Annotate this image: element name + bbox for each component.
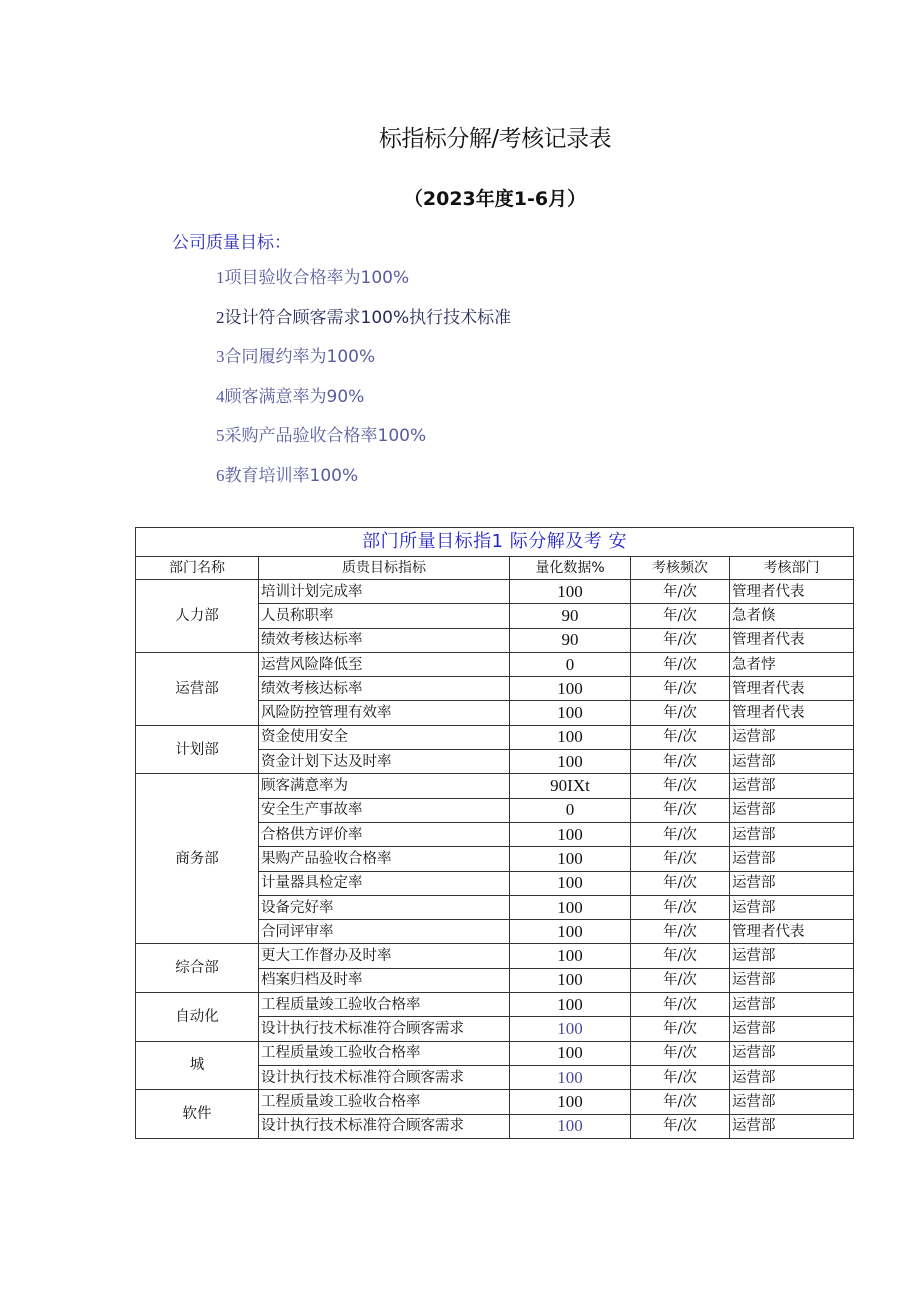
value-cell: 100 [510, 993, 631, 1017]
frequency-cell: 年/次 [631, 750, 730, 774]
org-cell: 管理者代表 [730, 628, 854, 652]
frequency-cell: 年/次 [631, 920, 730, 944]
org-cell: 急者倏 [730, 604, 854, 628]
frequency-cell: 年/次 [631, 604, 730, 628]
goal-item: 3合同履约率为100% [216, 347, 376, 368]
org-cell: 运营部 [730, 822, 854, 846]
department-cell: 软件 [136, 1090, 259, 1139]
org-cell: 运营部 [730, 774, 854, 798]
org-cell: 运营部 [730, 1114, 854, 1138]
header-dept: 部门名称 [136, 557, 259, 580]
org-cell: 运营部 [730, 847, 854, 871]
org-cell: 运营部 [730, 1090, 854, 1114]
document-title: 标指标分解/考核记录表 [378, 126, 612, 152]
value-cell: 100 [510, 822, 631, 846]
value-cell: 0 [510, 798, 631, 822]
indicator-cell: 资金计划下达及时率 [259, 750, 510, 774]
indicator-cell: 顾客满意率为 [259, 774, 510, 798]
frequency-cell: 年/次 [631, 968, 730, 992]
indicator-cell: 绩效考核达标率 [259, 677, 510, 701]
indicator-cell: 人员称职率 [259, 604, 510, 628]
org-cell: 运营部 [730, 968, 854, 992]
frequency-cell: 年/次 [631, 677, 730, 701]
goal-item: 5采购产品验收合格率100% [216, 426, 427, 447]
department-cell: 商务部 [136, 774, 259, 944]
indicator-cell: 风险防控管理有效率 [259, 701, 510, 725]
frequency-cell: 年/次 [631, 944, 730, 968]
org-cell: 运营部 [730, 1041, 854, 1065]
value-cell: 100 [510, 944, 631, 968]
goal-item: 4顾客满意率为90% [216, 386, 365, 407]
value-cell: 100 [510, 725, 631, 749]
table-row [136, 580, 854, 604]
indicator-cell: 果购产品验收合格率 [259, 847, 510, 871]
value-cell: 100 [510, 847, 631, 871]
frequency-cell: 年/次 [631, 1114, 730, 1138]
org-cell: 急者悖 [730, 652, 854, 676]
goal-item: 6教育培训率100% [216, 465, 359, 486]
indicator-cell: 安全生产事故率 [259, 798, 510, 822]
frequency-cell: 年/次 [631, 822, 730, 846]
value-cell: 100 [510, 580, 631, 604]
frequency-cell: 年/次 [631, 993, 730, 1017]
frequency-cell: 年/次 [631, 847, 730, 871]
frequency-cell: 年/次 [631, 725, 730, 749]
indicator-cell: 计量器具检定率 [259, 871, 510, 895]
value-cell: 100 [510, 1090, 631, 1114]
frequency-cell: 年/次 [631, 774, 730, 798]
value-cell: 100 [510, 895, 631, 919]
value-cell: 100 [510, 677, 631, 701]
value-cell: 0 [510, 652, 631, 676]
value-cell: 90 [510, 628, 631, 652]
org-cell: 管理者代表 [730, 580, 854, 604]
org-cell: 运营部 [730, 725, 854, 749]
indicator-cell: 绩效考核达标率 [259, 628, 510, 652]
header-value: 量化数据% [510, 557, 631, 580]
frequency-cell: 年/次 [631, 1017, 730, 1041]
header-org: 考核部门 [730, 557, 854, 580]
table-row [136, 725, 854, 749]
table-row [136, 652, 854, 676]
org-cell: 管理者代表 [730, 677, 854, 701]
department-cell: 城 [136, 1041, 259, 1090]
indicator-cell: 设计执行技术标准符合顾客需求 [259, 1017, 510, 1041]
table-header-row [136, 557, 854, 580]
department-cell: 计划部 [136, 725, 259, 774]
indicator-cell: 培训计划完成率 [259, 580, 510, 604]
frequency-cell: 年/次 [631, 1041, 730, 1065]
org-cell: 运营部 [730, 993, 854, 1017]
indicator-cell: 工程质量竣工验收合格率 [259, 1041, 510, 1065]
department-cell: 运营部 [136, 652, 259, 725]
value-cell: 100 [510, 750, 631, 774]
frequency-cell: 年/次 [631, 871, 730, 895]
table-row [136, 1041, 854, 1065]
indicator-cell: 资金使用安全 [259, 725, 510, 749]
table-row [136, 993, 854, 1017]
value-cell: 90 [510, 604, 631, 628]
department-cell: 综合部 [136, 944, 259, 993]
value-cell: 100 [510, 1065, 631, 1089]
table-row [136, 944, 854, 968]
value-cell: 100 [510, 1041, 631, 1065]
value-cell: 100 [510, 871, 631, 895]
org-cell: 管理者代表 [730, 920, 854, 944]
org-cell: 运营部 [730, 895, 854, 919]
header-indicator: 质贵目标指标 [259, 557, 510, 580]
indicator-cell: 设计执行技术标准符合顾客需求 [259, 1065, 510, 1089]
value-cell: 100 [510, 1017, 631, 1041]
indicator-cell: 设计执行技术标准符合顾客需求 [259, 1114, 510, 1138]
frequency-cell: 年/次 [631, 628, 730, 652]
indicator-cell: 合格供方评价率 [259, 822, 510, 846]
indicator-table [135, 527, 854, 1139]
goals-heading: 公司质量目标： [172, 233, 291, 253]
department-cell: 人力部 [136, 580, 259, 653]
value-cell: 100 [510, 920, 631, 944]
org-cell: 运营部 [730, 750, 854, 774]
value-cell: 100 [510, 968, 631, 992]
value-cell: 90IXt [510, 774, 631, 798]
table-banner: 部门所量目标指1 际分解及考 安 [136, 528, 854, 557]
indicator-cell: 档案归档及时率 [259, 968, 510, 992]
org-cell: 运营部 [730, 798, 854, 822]
indicator-cell: 运营风险降低至 [259, 652, 510, 676]
frequency-cell: 年/次 [631, 701, 730, 725]
goal-item: 2设计符合顾客需求100%执行技术标准 [216, 307, 512, 328]
value-cell: 100 [510, 1114, 631, 1138]
frequency-cell: 年/次 [631, 1090, 730, 1114]
value-cell: 100 [510, 701, 631, 725]
indicator-cell: 设备完好率 [259, 895, 510, 919]
indicator-cell: 工程质量竣工验收合格率 [259, 993, 510, 1017]
org-cell: 管理者代表 [730, 701, 854, 725]
frequency-cell: 年/次 [631, 580, 730, 604]
org-cell: 运营部 [730, 1017, 854, 1041]
department-cell: 自动化 [136, 993, 259, 1042]
table-row [136, 774, 854, 798]
frequency-cell: 年/次 [631, 652, 730, 676]
goal-list [216, 264, 511, 502]
org-cell: 运营部 [730, 944, 854, 968]
org-cell: 运营部 [730, 871, 854, 895]
indicator-cell: 合同评审率 [259, 920, 510, 944]
frequency-cell: 年/次 [631, 895, 730, 919]
org-cell: 运营部 [730, 1065, 854, 1089]
header-frequency: 考核频次 [631, 557, 730, 580]
frequency-cell: 年/次 [631, 1065, 730, 1089]
table-row [136, 1090, 854, 1114]
indicator-cell: 工程质量竣工验收合格率 [259, 1090, 510, 1114]
table-banner-row [136, 528, 854, 557]
indicator-cell: 更大工作督办及时率 [259, 944, 510, 968]
frequency-cell: 年/次 [631, 798, 730, 822]
document-subtitle: （2023年度1-6月） [403, 188, 587, 210]
goal-item: 1项目验收合格率为100% [216, 268, 410, 288]
